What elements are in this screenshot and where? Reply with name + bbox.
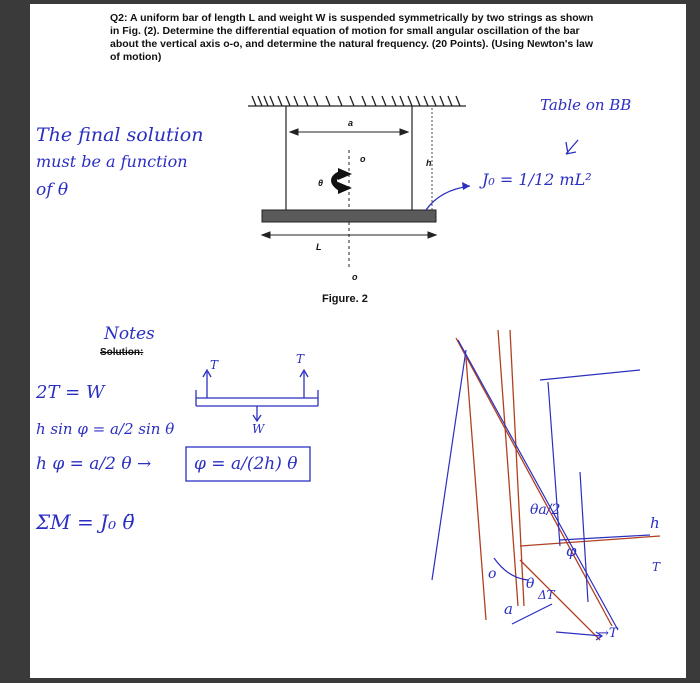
equation-1: 2T = W: [36, 382, 105, 403]
label-theta: θ: [318, 178, 324, 188]
equation-3-boxed: φ = a/(2h) θ: [194, 454, 298, 474]
label-h: h: [426, 158, 432, 168]
question-line: of motion): [110, 51, 162, 63]
fbd-sketch: [196, 370, 318, 421]
dimension-L: [262, 232, 436, 238]
solution-heading: Solution:: [100, 347, 144, 358]
question-line: about the vertical axis o-o, and determine the natural frequency. (20 Points). (Using Newton's law: [110, 38, 594, 50]
sketch-phi: φ: [566, 542, 577, 560]
pendulum-sketch: [456, 330, 660, 640]
sketch-AT: ΔT: [538, 588, 555, 602]
bar: [262, 210, 436, 222]
inertia-formula: J₀ = 1/12 mL²: [482, 170, 592, 189]
label-o-bottom: o: [352, 272, 358, 282]
question-line: Q2: A uniform bar of length L and weight W is suspended symmetrically by two strings as shown: [110, 12, 594, 24]
sketch-theta: θ: [526, 576, 535, 592]
sketch-a: a: [504, 600, 513, 618]
dimension-a: [290, 129, 408, 135]
sketch-T-side: T: [652, 560, 661, 574]
sketch-theta-a2: θa/2: [530, 502, 561, 518]
question-line: in Fig. (2). Determine the differential equation of motion for small angular oscillation of the bar: [110, 25, 580, 37]
note-line-2: must be a function: [36, 152, 188, 171]
equation-4: ΣM = J₀ θ̈: [36, 510, 135, 534]
label-a: a: [348, 118, 354, 128]
notes-title: Notes: [104, 324, 155, 344]
sketch-o: o: [488, 566, 497, 582]
check-arrow: [566, 140, 578, 154]
figure-caption: Figure. 2: [322, 293, 368, 305]
fbd-W: W: [252, 422, 265, 436]
sketch-h: h: [650, 514, 660, 532]
table-note: Table on BB: [540, 96, 632, 114]
label-L: L: [316, 242, 322, 252]
equation-3: h φ = a/2 θ →: [36, 454, 152, 474]
sketch-T-bottom: →T: [598, 626, 618, 641]
ceiling: [248, 96, 466, 106]
equation-2: h sin φ = a/2 sin θ: [36, 420, 175, 438]
fbd-T-right: T: [296, 352, 305, 366]
label-o-top: o: [360, 154, 366, 164]
note-line-1: The final solution: [36, 124, 204, 146]
note-line-3: of θ: [36, 180, 69, 200]
fbd-T-left: T: [210, 358, 219, 372]
